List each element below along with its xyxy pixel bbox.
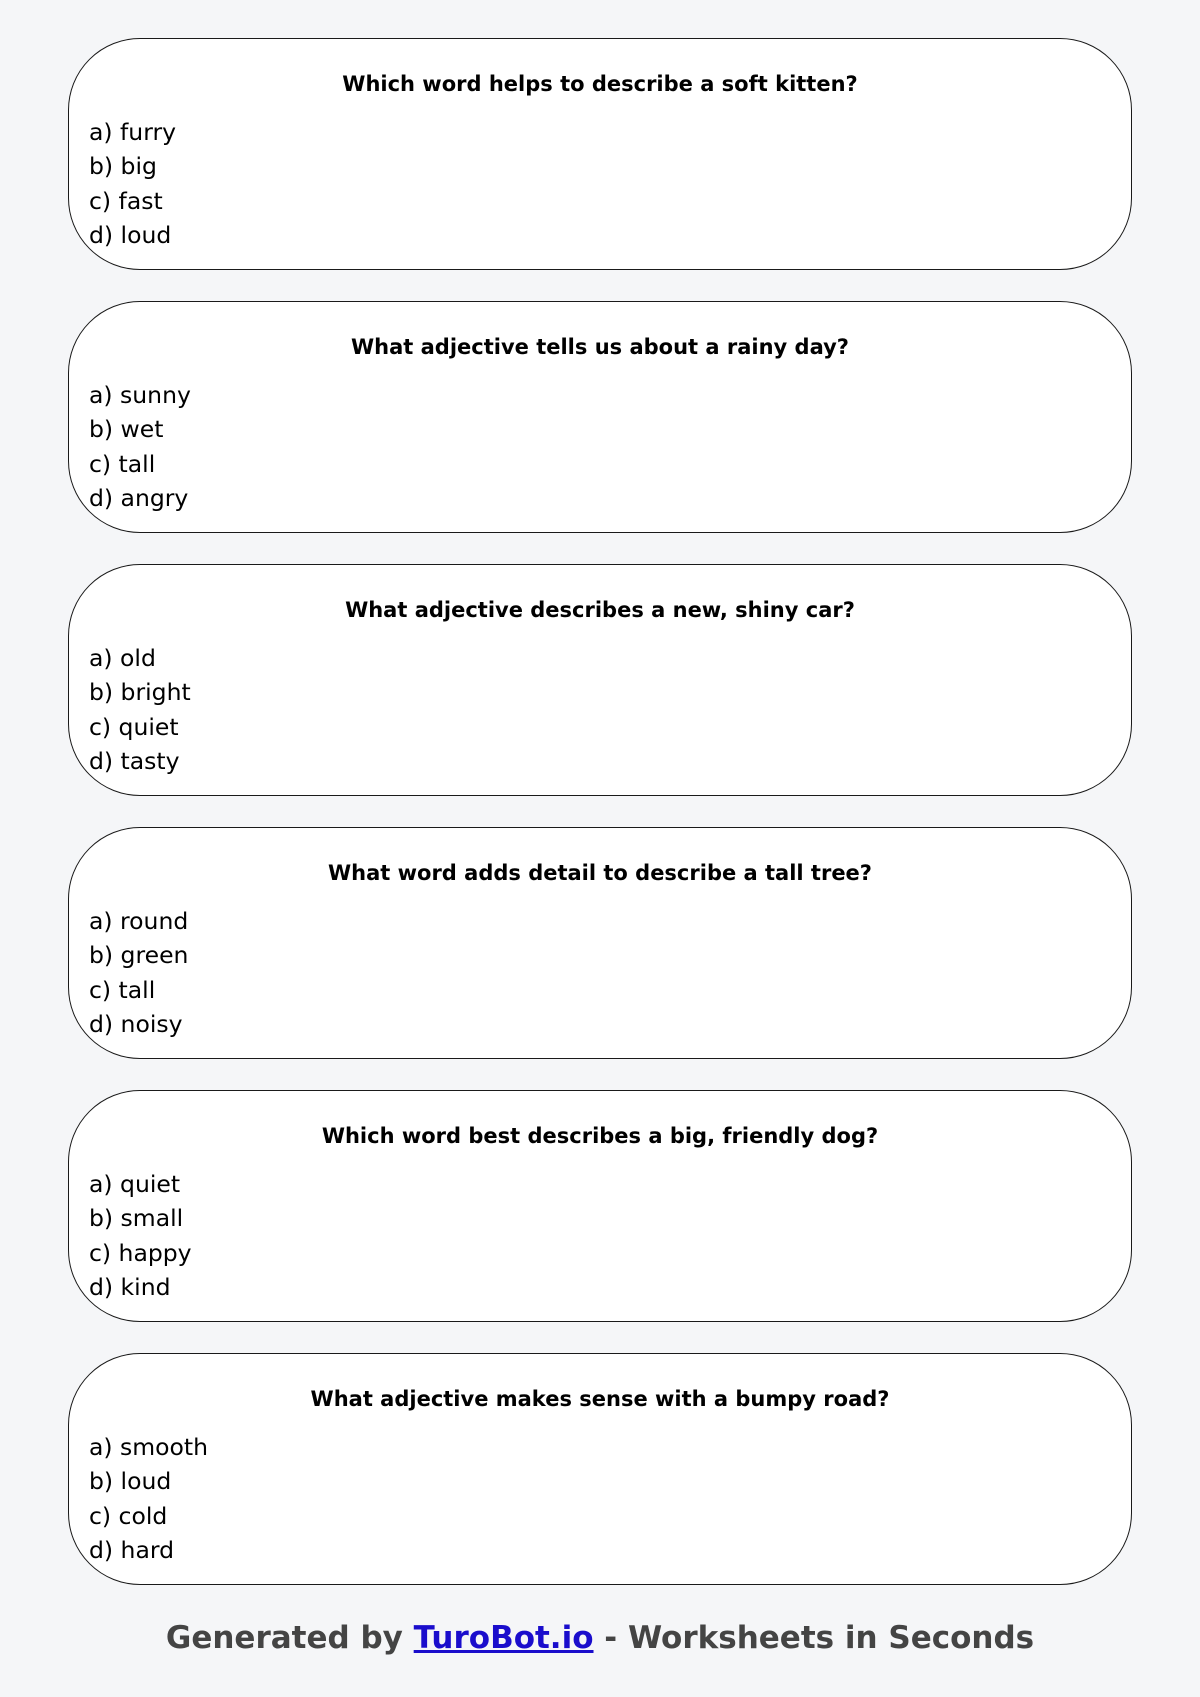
question-text: What word adds detail to describe a tall tree? xyxy=(327,861,872,885)
option-list xyxy=(89,904,1111,1041)
option-a: a) furry xyxy=(89,118,177,146)
question-text: What adjective tells us about a rainy day? xyxy=(351,335,849,359)
option-list xyxy=(89,1430,1111,1567)
option-list xyxy=(89,1167,1111,1304)
question-text: What adjective describes a new, shiny car? xyxy=(345,598,855,622)
footer-suffix: - Worksheets in Seconds xyxy=(593,1620,1035,1656)
option-c: c) tall xyxy=(89,975,156,1004)
option-d: d) loud xyxy=(89,220,172,249)
option-c: c) quiet xyxy=(89,712,179,741)
option-b: b) small xyxy=(89,1204,184,1233)
option-d: d) noisy xyxy=(89,1009,183,1038)
option-b: b) bright xyxy=(89,678,191,707)
question-card-2 xyxy=(68,301,1132,533)
turobot-link[interactable]: TuroBot.io xyxy=(413,1620,594,1656)
worksheet xyxy=(68,38,1132,1616)
option-a: a) smooth xyxy=(89,1433,209,1461)
option-b: b) loud xyxy=(89,1467,172,1496)
option-c: c) happy xyxy=(89,1238,192,1267)
option-c: c) tall xyxy=(89,449,156,478)
option-list xyxy=(89,378,1111,515)
question-card-6 xyxy=(68,1353,1132,1585)
question-text: Which word helps to describe a soft kitten? xyxy=(342,72,858,96)
question-card-4 xyxy=(68,827,1132,1059)
option-a: a) old xyxy=(89,644,156,672)
option-c: c) cold xyxy=(89,1501,168,1530)
question-text: What adjective makes sense with a bumpy road? xyxy=(310,1387,890,1411)
question-text: Which word best describes a big, friendly dog? xyxy=(321,1124,879,1148)
option-d: d) kind xyxy=(89,1272,171,1301)
option-b: b) wet xyxy=(89,415,164,444)
footer-prefix: Generated by xyxy=(165,1620,414,1656)
question-card-1 xyxy=(68,38,1132,270)
option-c: c) fast xyxy=(89,186,163,215)
option-list xyxy=(89,115,1111,252)
option-b: b) green xyxy=(89,941,189,970)
option-a: a) round xyxy=(89,907,189,935)
option-d: d) angry xyxy=(89,483,189,512)
option-d: d) hard xyxy=(89,1535,175,1564)
option-a: a) sunny xyxy=(89,381,191,409)
option-b: b) big xyxy=(89,152,157,181)
option-list xyxy=(89,641,1111,778)
question-card-5 xyxy=(68,1090,1132,1322)
option-a: a) quiet xyxy=(89,1170,181,1198)
question-card-3 xyxy=(68,564,1132,796)
option-d: d) tasty xyxy=(89,746,180,775)
footer xyxy=(0,1618,1200,1658)
